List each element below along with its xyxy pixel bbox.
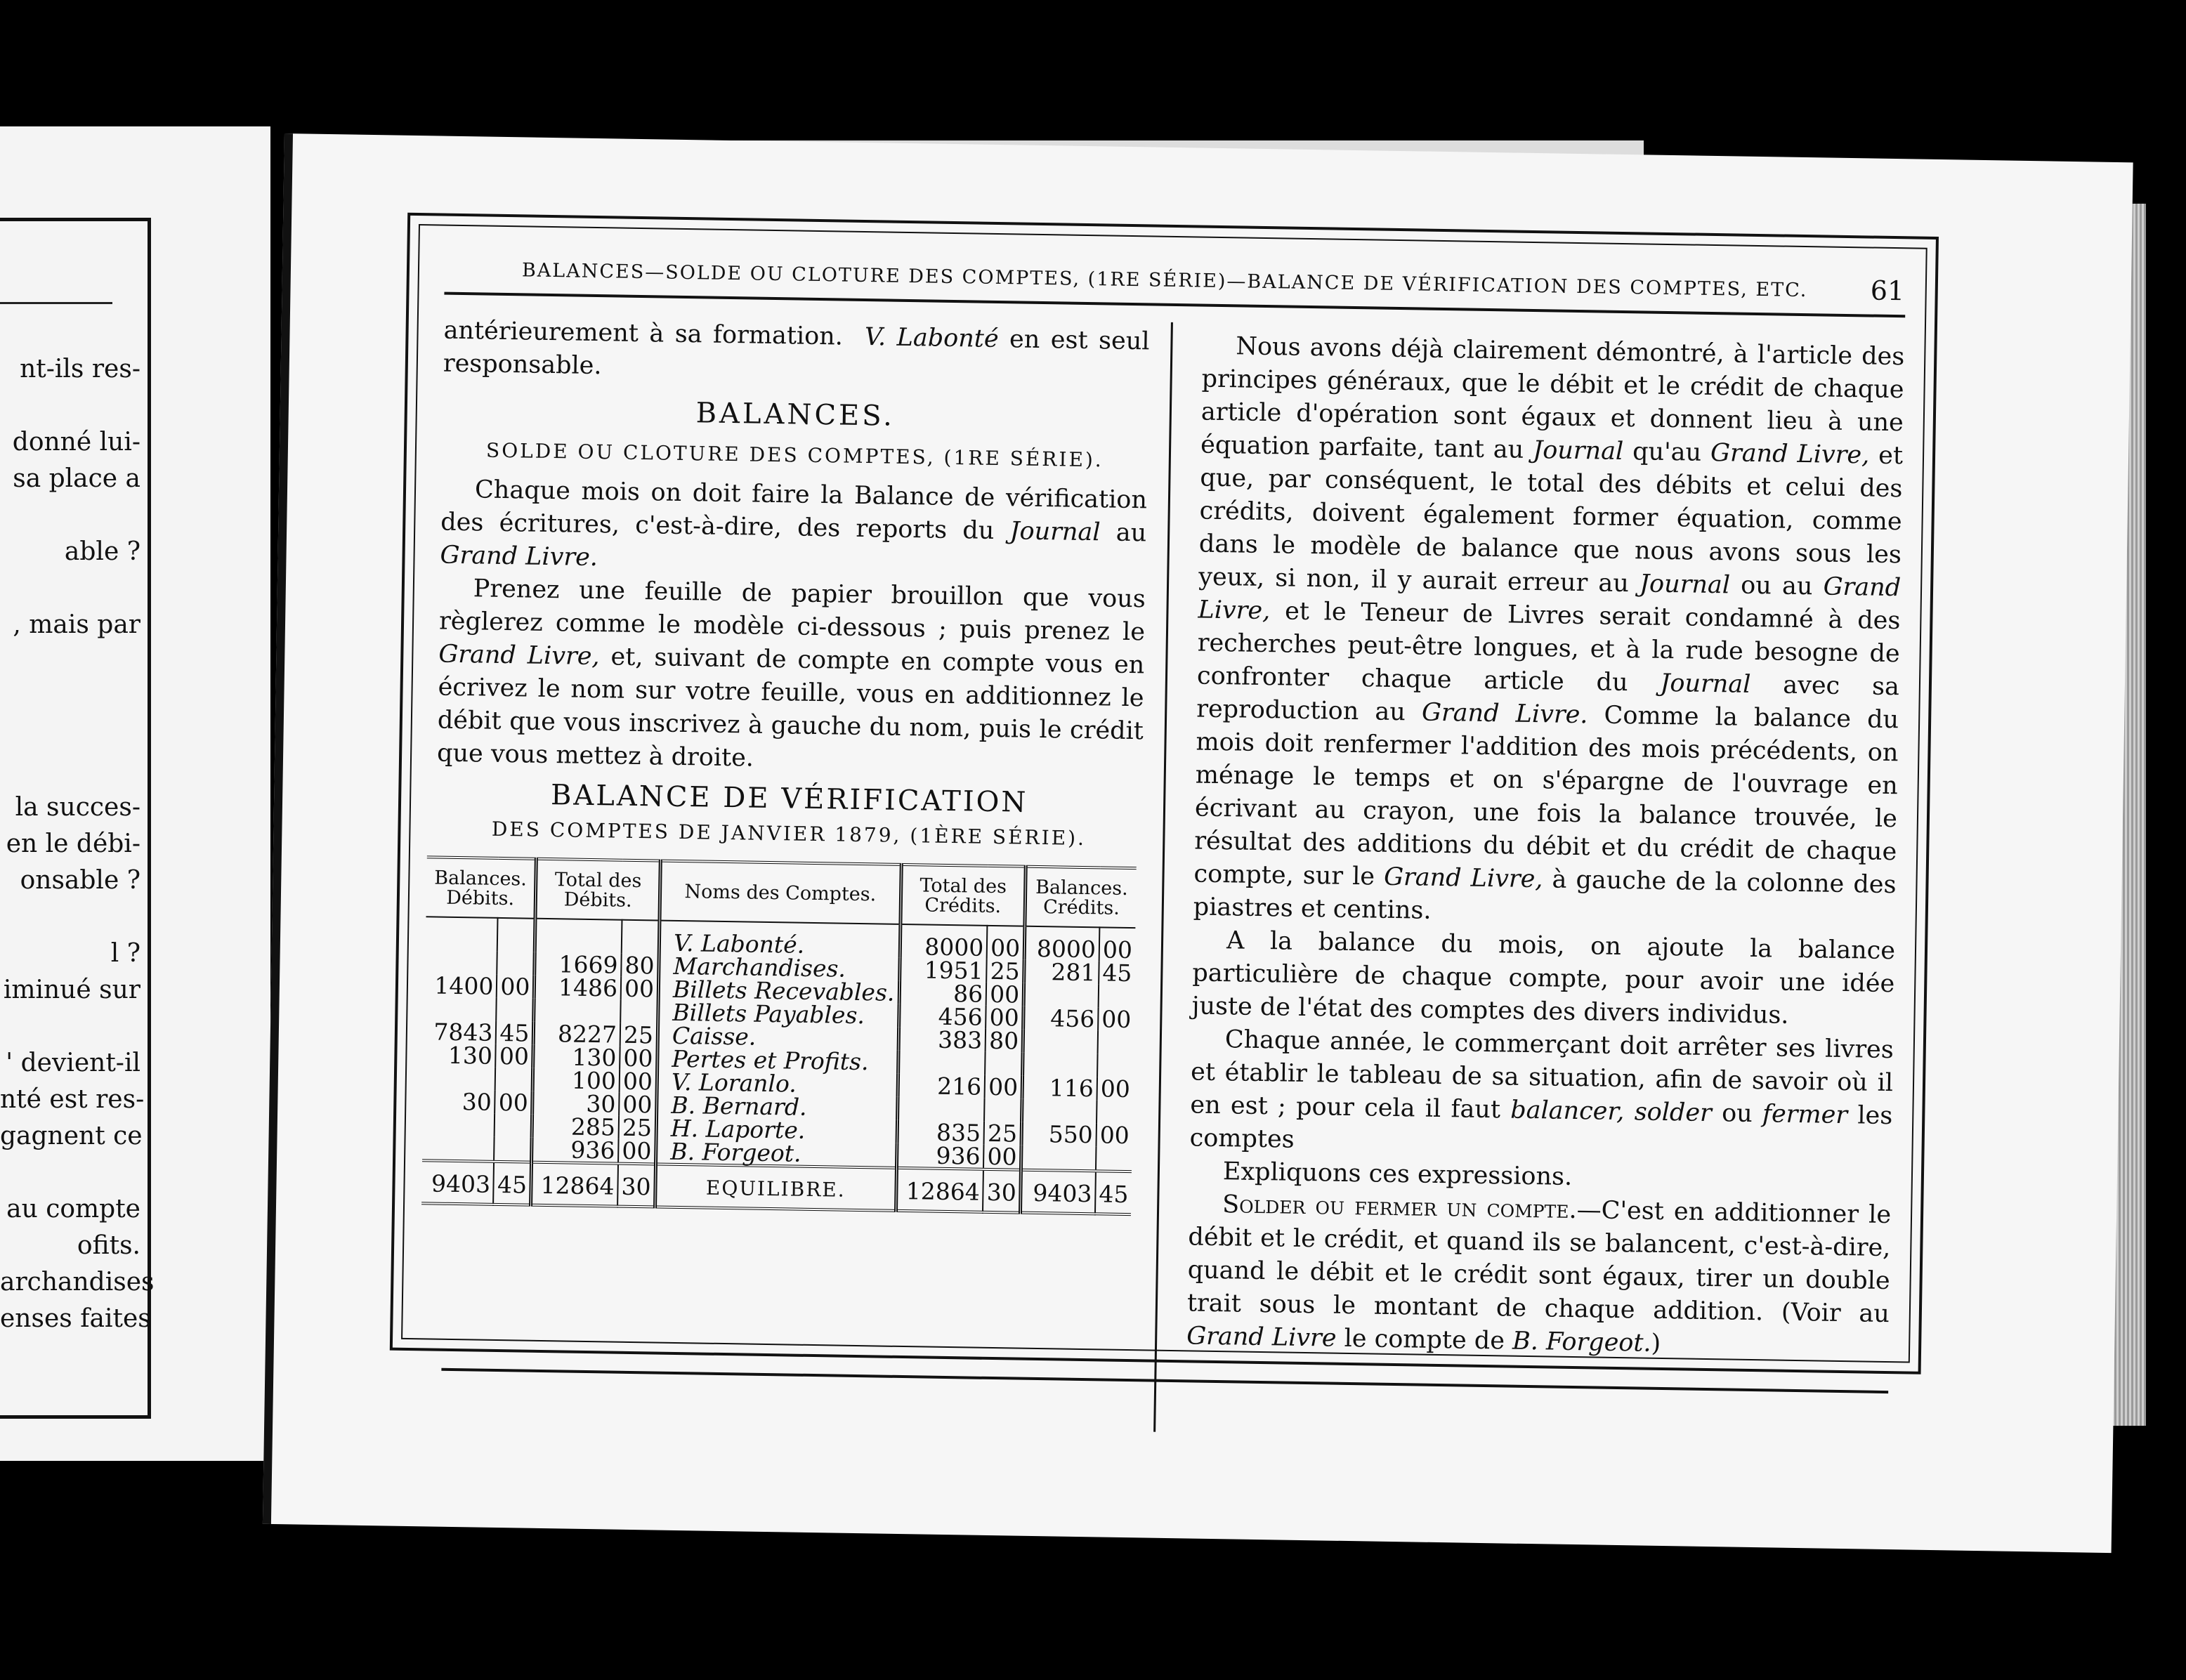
cell-total-credit: 8000	[900, 924, 988, 959]
cell-total-debit: 100	[533, 1068, 620, 1093]
p1-italic-1: Journal	[1009, 517, 1101, 547]
left-line: archandises	[0, 1268, 155, 1297]
p2-italic-1: Grand Livre,	[438, 640, 600, 671]
intro-italic: V. Labonté	[864, 323, 999, 354]
r1-italic-5: Journal	[1660, 669, 1751, 699]
left-line: nté est res-	[0, 1085, 145, 1114]
total-balance-debit: 9403	[421, 1160, 494, 1205]
r5-text-a: —C'est en additionner le débit et le crédit, et quand ils se balancent, c'est-à-dire, quand le débit et le crédit sont égaux, tirer un double trait sous le montant de chaque addition. (Voir au	[1186, 1196, 1892, 1329]
total-balance-credit: 9403	[1021, 1170, 1096, 1214]
cell-total-credit-cents: 25	[984, 1122, 1022, 1146]
left-line	[0, 680, 140, 716]
cell-total-debit: 1669	[535, 952, 622, 977]
cell-total-credit-cents: 00	[985, 1075, 1023, 1099]
r5-text-b: le compte de	[1344, 1324, 1505, 1356]
left-line: ofits.	[77, 1231, 140, 1260]
r3-text-a: Chaque année, le commerçant doit arrêter ses livres et établir le tableau de sa situation, afin de savoir où il en est ; pour cela il faut	[1190, 1025, 1894, 1124]
total-balance-debit-cents: 45	[494, 1162, 532, 1205]
cell-total-credit: 835	[897, 1120, 985, 1145]
verification-title: BALANCE DE VÉRIFICATION	[550, 779, 1028, 819]
left-page-rule	[0, 302, 112, 304]
cell-total-debit: 285	[532, 1115, 620, 1139]
total-credit: 12864	[896, 1168, 983, 1212]
cell-balance-debit: 130	[447, 1041, 493, 1070]
cell-account-name: Pertes et Profits.	[657, 1047, 898, 1074]
r5-italic-2: B. Forgeot.	[1512, 1327, 1651, 1358]
r5-text-c: )	[1651, 1329, 1661, 1358]
cell-balance-credit-cents: 00	[1096, 1123, 1132, 1147]
r1-italic-2: Grand Livre,	[1710, 438, 1870, 470]
bottom-rule	[441, 1368, 1888, 1393]
cell-total-debit-cents: 00	[621, 977, 659, 1001]
cell-total-credit-cents	[984, 1098, 1022, 1122]
cell-total-debit-cents: 80	[621, 954, 659, 978]
right-paragraph-5	[1186, 1188, 1892, 1364]
cell-total-credit: 86	[899, 981, 987, 1006]
cell-balance-credit-cents	[1097, 1100, 1133, 1124]
cell-total-credit	[897, 1097, 985, 1122]
left-line	[0, 388, 140, 424]
cell-balance-credit	[1021, 1146, 1097, 1172]
left-line	[0, 497, 140, 534]
left-line: iminué sur	[3, 976, 140, 1004]
cell-balance-debit-cents: 00	[495, 1091, 533, 1115]
cell-balance-credit: 550	[1021, 1122, 1097, 1147]
header-balances-debits: Balances. Débits.	[426, 857, 537, 918]
right-paragraph-4: Expliquons ces expressions.	[1222, 1157, 1573, 1191]
cell-balance-credit	[1022, 1099, 1097, 1124]
left-page-text	[0, 351, 155, 1337]
header-balances-credits: Balances. Crédits.	[1025, 867, 1136, 928]
cell-account-name: H. Laporte.	[656, 1116, 897, 1143]
cell-account-name: V. Loranlo.	[657, 1070, 898, 1097]
r1-italic-7: Grand Livre,	[1383, 862, 1543, 894]
table-header-row	[426, 857, 1137, 928]
total-credit-cents: 30	[983, 1169, 1021, 1213]
cell-total-credit	[898, 1051, 986, 1075]
cell-total-debit-cents	[620, 1000, 658, 1024]
cell-total-credit: 936	[896, 1143, 984, 1169]
cell-balance-debit-cents	[495, 1068, 533, 1091]
cell-balance-credit-cents	[1099, 984, 1135, 1008]
cell-balance-credit	[1023, 983, 1099, 1008]
cell-balance-credit-cents	[1098, 1030, 1134, 1054]
left-line: onsable ?	[20, 866, 140, 895]
cell-total-debit-cents: 25	[620, 1023, 658, 1047]
cell-balance-debit: 7843	[433, 1018, 493, 1046]
cell-balance-debit	[424, 1066, 496, 1091]
cell-balance-credit-cents: 00	[1097, 1077, 1134, 1101]
r1-text-b: qu'au	[1632, 438, 1702, 467]
right-column	[1186, 330, 1905, 1365]
cell-balance-debit: 30	[462, 1088, 492, 1116]
cell-total-credit-cents: 00	[986, 983, 1024, 1006]
p1-italic-2: Grand Livre.	[440, 541, 598, 572]
cell-total-debit: 1486	[535, 976, 622, 1000]
cell-balance-debit-cents	[495, 1114, 532, 1138]
r3-italic-1: balancer, solder	[1510, 1096, 1713, 1128]
cell-balance-debit-cents	[497, 952, 535, 976]
r3-text-c: les comptes	[1189, 1101, 1893, 1154]
header-account-names: Noms des Comptes.	[660, 861, 901, 924]
r1-italic-4: Grand Livre,	[1198, 572, 1902, 626]
left-line: able ?	[64, 537, 140, 566]
left-line: enses faites	[0, 1304, 151, 1333]
cell-account-name: B. Forgeot.	[656, 1139, 897, 1167]
intro-end: en est seul responsable.	[443, 325, 1150, 381]
cell-account-name: B. Bernard.	[657, 1093, 898, 1120]
cell-account-name: Marchandises.	[659, 954, 900, 981]
p2-text-a: Prenez une feuille de papier brouillon que vous règlerez comme le modèle ci-dessous ; puis prenez le	[438, 575, 1146, 647]
p2-text-b: et, suivant de compte en compte vous en écrivez le nom sur votre feuille, vous en additionnez le débit que vous inscrivez à gauche du nom, puis le crédit que vous mettez à droite.	[436, 643, 1145, 773]
cell-balance-credit: 116	[1022, 1076, 1097, 1101]
right-paragraph-3	[1189, 1023, 1894, 1166]
r1-text-e: et le Teneur de Livres serait condamné à des recherches peut-être longues, et à la rude besogne de confronter chaque article du	[1196, 597, 1901, 697]
cell-total-debit: 130	[533, 1045, 620, 1070]
r1-italic-1: Journal	[1532, 435, 1624, 466]
page-number: 61	[1870, 275, 1905, 307]
left-line	[0, 716, 140, 753]
cell-total-debit-cents: 00	[620, 1070, 657, 1094]
total-label: EQUILIBRE.	[655, 1164, 896, 1210]
cell-total-debit-cents: 25	[619, 1116, 657, 1140]
left-line: sa place a	[13, 464, 140, 493]
left-line: l ?	[110, 939, 140, 968]
cell-total-credit-cents: 00	[986, 1006, 1023, 1030]
right-paragraph-1	[1193, 330, 1904, 936]
cell-total-debit	[535, 919, 622, 954]
cell-total-credit-cents	[985, 1052, 1023, 1076]
r1-italic-3: Journal	[1639, 570, 1731, 600]
cell-balance-credit-cents: 00	[1099, 927, 1136, 962]
p1-text-b: au	[1115, 518, 1147, 548]
r1-text-f: avec sa reproduction au	[1196, 671, 1900, 727]
cell-total-credit: 456	[898, 1004, 986, 1029]
cell-balance-credit-cents: 00	[1098, 1007, 1134, 1031]
r5-italic-1: Grand Livre	[1186, 1322, 1337, 1353]
left-line: gagnent ce	[0, 1122, 143, 1150]
verification-subtitle: DES COMPTES DE JANVIER 1879, (1ÈRE SÉRIE).	[491, 817, 1087, 851]
cell-balance-credit	[1023, 1053, 1098, 1077]
cell-total-debit-cents	[622, 920, 660, 954]
cell-total-credit-cents: 25	[986, 959, 1024, 983]
cell-total-debit: 8227	[534, 1022, 621, 1046]
r3-italic-2: fermer	[1762, 1100, 1848, 1130]
cell-balance-credit: 456	[1023, 1006, 1099, 1031]
cell-balance-debit	[422, 1136, 495, 1162]
cell-account-name: Billets Recevables.	[658, 978, 899, 1004]
left-column	[430, 315, 1150, 1216]
r1-italic-6: Grand Livre.	[1421, 698, 1588, 730]
cell-total-credit-cents: 00	[987, 926, 1025, 960]
left-line: la succes-	[15, 793, 140, 822]
r1-text-c: et que, par conséquent, le total des débits et celui des crédits, doivent également former équation, comme dans le modèle de balance que nous avons sous les yeux, si non, il y aurait erreur au	[1198, 441, 1904, 598]
right-paragraph-2: A la balance du mois, on ajoute la balance particulière de chaque compte, pour avoir une idée juste de l'état des comptes des divers individus.	[1191, 926, 1896, 1030]
cell-total-credit-cents: 80	[986, 1029, 1023, 1053]
intro-paragraph	[443, 315, 1150, 392]
cell-balance-debit-cents: 00	[497, 975, 535, 999]
cell-balance-credit-cents	[1096, 1146, 1132, 1172]
left-line: donné lui-	[12, 428, 140, 457]
cell-balance-debit-cents	[497, 918, 535, 952]
p1-text-a: Chaque mois on doit faire la Balance de vérification des écritures, c'est-à-dire, des reports du	[440, 475, 1148, 545]
cell-balance-debit-cents	[495, 1137, 532, 1162]
left-line: en le débi-	[6, 829, 140, 858]
cell-total-debit-cents: 00	[619, 1093, 657, 1117]
left-line: au compte	[6, 1195, 140, 1223]
left-line: , mais par	[13, 610, 140, 639]
left-line: nt-ils res-	[20, 355, 140, 383]
cell-total-credit: 216	[898, 1074, 986, 1098]
r1-text-d: ou au	[1740, 571, 1813, 601]
r1-text-a: Nous avons déjà clairement démontré, à l'article des principes généraux, que le débit et le crédit de chaque article d'opération sont égaux et donnent lieu à une équation parfaite, tant au	[1200, 332, 1905, 464]
cell-balance-debit	[426, 917, 498, 952]
cell-balance-debit	[423, 1113, 495, 1137]
balances-subtitle: SOLDE OU CLOTURE DES COMPTES, (1RE SÉRIE).	[485, 438, 1104, 472]
right-page	[263, 133, 2133, 1553]
left-line	[0, 643, 140, 680]
left-line: ' devient-il	[6, 1049, 140, 1077]
header-total-debits: Total des Débits.	[535, 859, 660, 921]
header-total-credits: Total des Crédits.	[900, 865, 1026, 926]
cell-balance-debit-cents	[497, 998, 535, 1022]
r3-text-b: ou	[1721, 1099, 1753, 1128]
cell-balance-debit: 1400	[434, 971, 494, 1000]
cell-balance-debit-cents: 45	[496, 1021, 534, 1045]
trial-balance-table	[421, 855, 1137, 1216]
cell-total-debit-cents: 00	[620, 1046, 657, 1070]
left-line	[0, 1155, 140, 1191]
cell-balance-credit: 8000	[1024, 926, 1099, 962]
left-page	[0, 126, 270, 1461]
cell-total-credit-cents: 00	[983, 1145, 1021, 1170]
cell-total-debit: 936	[532, 1138, 619, 1164]
total-debit-cents: 30	[617, 1164, 655, 1207]
cell-total-credit: 1951	[899, 958, 987, 983]
left-line	[0, 570, 140, 607]
r1-text-h: à gauche de la colonne des piastres et centins.	[1193, 865, 1897, 925]
left-line	[0, 1009, 140, 1045]
cell-balance-credit-cents	[1097, 1054, 1134, 1077]
cell-balance-debit-cents: 00	[496, 1044, 534, 1068]
running-head: BALANCES—SOLDE OU CLOTURE DES COMPTES, (1RE SÉRIE)—BALANCE DE VÉRIFICATION DES COMPTES, ETC.	[521, 259, 1808, 302]
page-frame	[390, 213, 1939, 1374]
cell-balance-credit	[1023, 1030, 1098, 1054]
intro-text: antérieurement à sa formation.	[443, 316, 844, 351]
r1-text-g: Comme la balance du mois doit renfermer l'addition des mois précédents, on ménage le temps et on s'épargne de l'ouvrage en écrivant au crayon, une fois la balance trouvée, le résultat des additions du débit et du crédit de chaque compte, sur le	[1193, 701, 1899, 891]
left-line	[0, 899, 140, 936]
total-debit: 12864	[531, 1162, 618, 1207]
balances-title: BALANCES.	[695, 397, 896, 433]
cell-balance-credit: 281	[1024, 960, 1099, 985]
total-balance-credit-cents: 45	[1095, 1171, 1132, 1214]
cell-account-name: Billets Payables.	[658, 1001, 899, 1028]
cell-total-debit	[534, 999, 621, 1023]
cell-balance-credit-cents: 45	[1099, 961, 1135, 985]
paragraph-2	[437, 572, 1146, 782]
cell-total-debit-cents: 00	[618, 1139, 656, 1164]
cell-total-debit: 30	[532, 1091, 620, 1116]
cell-account-name: Caisse.	[657, 1024, 898, 1051]
paragraph-1	[440, 473, 1147, 584]
left-line	[0, 753, 140, 789]
cell-account-name: V. Labonté.	[659, 921, 900, 958]
cell-total-credit: 383	[898, 1028, 986, 1052]
r5-smallcaps: Solder ou fermer un compte.	[1222, 1190, 1577, 1225]
